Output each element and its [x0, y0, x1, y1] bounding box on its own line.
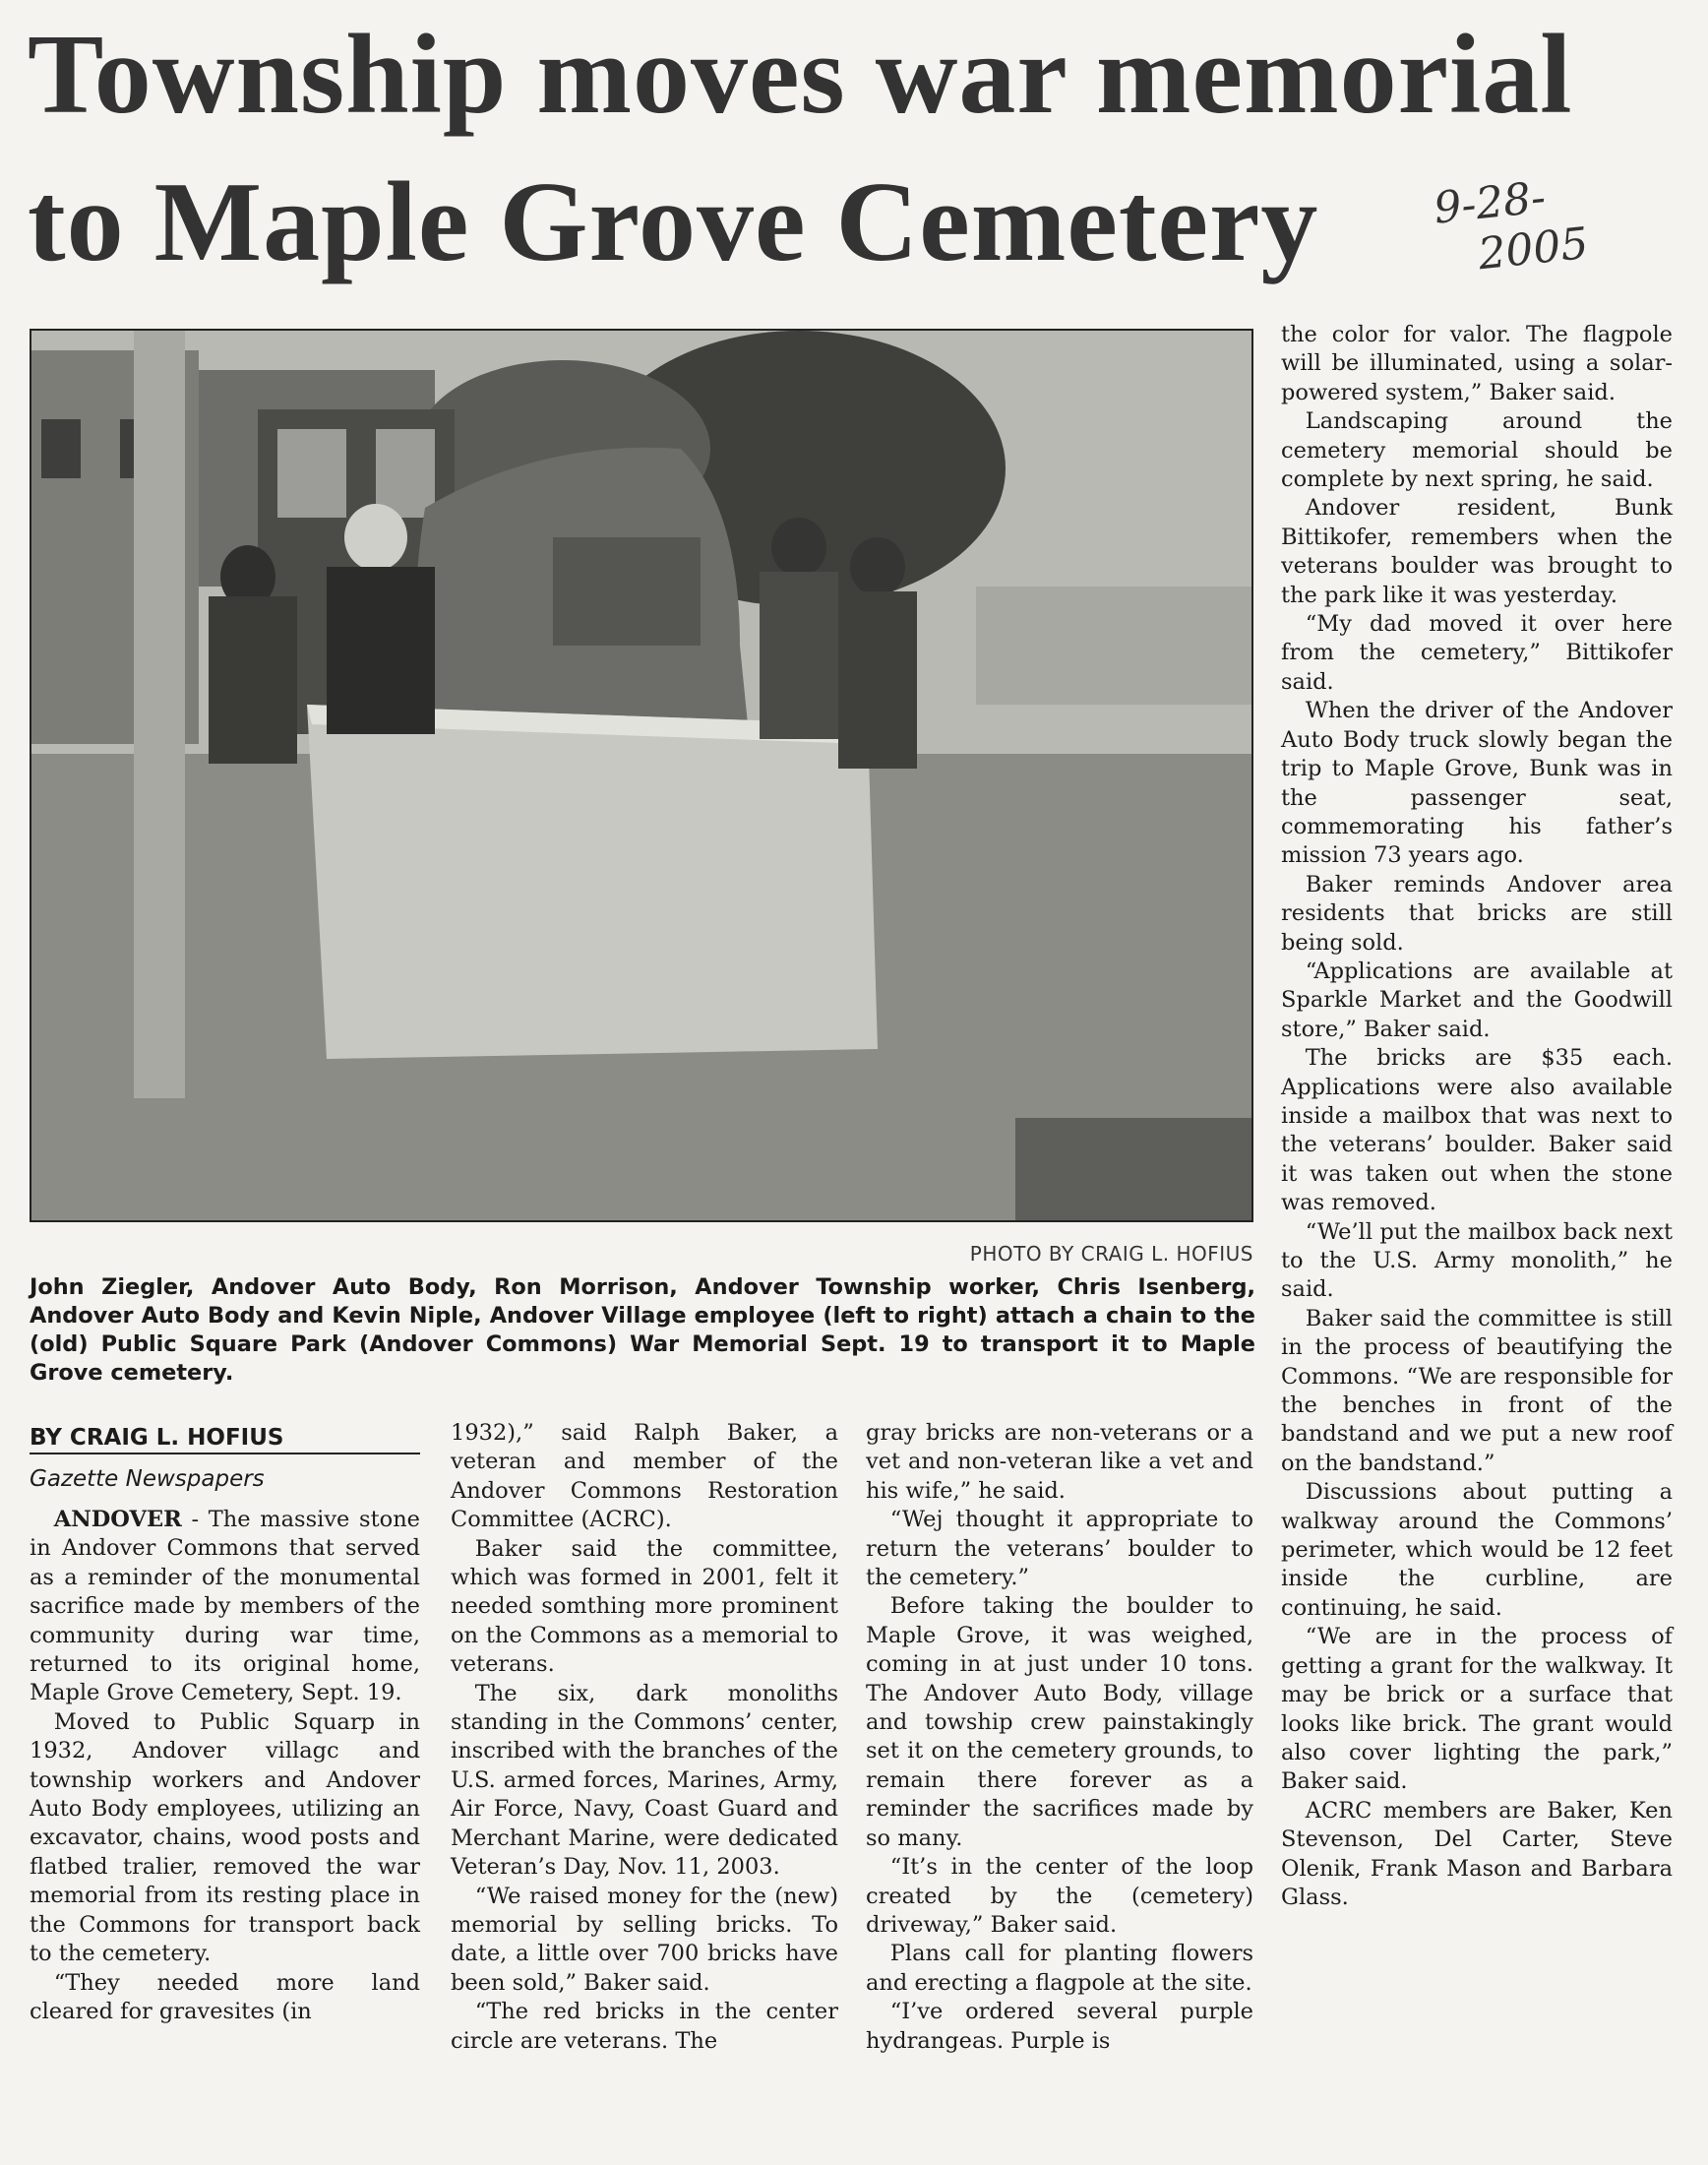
photo-plaque [553, 537, 701, 646]
article-paragraph: “They needed more land cleared for gravesites (in [30, 1969, 420, 2024]
article-paragraph: Landscaping around the cemetery memorial should be complete by next spring, he said. [1281, 408, 1673, 493]
byline-author: BY CRAIG L. HOFIUS [30, 1425, 420, 1454]
article-column-2 [451, 1419, 838, 2056]
article-paragraph: Moved to Public Squarp in 1932, Andover villagc and township workers and Andover Auto Body employees, utilizing an excavator, chains, wood posts and flatbed tralier, removed the war memorial from its resting place in the Commons for transport back to the cemetery. [30, 1708, 420, 1967]
article-paragraph: ACRC members are Baker, Ken Stevenson, Del Carter, Steve Olenik, Frank Mason and Barbara Glass. [1281, 1797, 1673, 1910]
handwritten-date-line-1: 9-28- [1431, 172, 1549, 234]
article-paragraph: “We raised money for the (new) memorial by selling bricks. To date, a little over 700 bricks have been sold,” Baker said. [451, 1883, 838, 1996]
article-paragraph: “My dad moved it over here from the cemetery,” Bittikofer said. [1281, 611, 1673, 695]
photo-worker-2 [344, 504, 407, 571]
article-paragraph: Baker reminds Andover area residents that bricks are still being sold. [1281, 871, 1673, 956]
article-paragraph: 1932),” said Ralph Baker, a veteran and member of the Andover Commons Restoration Committee (ACRC). [451, 1420, 838, 1533]
article-paragraph: “I’ve ordered several purple hydrangeas. Purple is [866, 1999, 1253, 2054]
byline-outlet: Gazette Newspapers [30, 1466, 265, 1492]
article-paragraph: Before taking the boulder to Maple Grove, it was weighed, coming in at just under 10 tons. The Andover Auto Body, village and towship crew painstakingly set it on the cemetery grounds, to remain there forever as a reminder the sacrifices made by so many. [866, 1593, 1253, 1851]
article-column-4 [1281, 321, 1673, 1912]
article-paragraph: “We’ll put the mailbox back next to the U.S. Army monolith,” he said. [1281, 1218, 1673, 1303]
headline-line-1: Township moves war memorial [28, 12, 1573, 138]
article-paragraph: Andover resident, Bunk Bittikofer, remembers when the veterans boulder was brought to the park like it was yesterday. [1281, 495, 1673, 608]
article-paragraph [30, 1506, 420, 1708]
article-paragraph: the color for valor. The flagpole will be illuminated, using a solar-powered system,” Baker said. [1281, 322, 1673, 405]
photo-worker-3 [771, 518, 826, 577]
article-paragraph: “Wej thought it appropriate to return the veterans’ boulder to the cemetery.” [866, 1507, 1253, 1591]
article-paragraph: “It’s in the center of the loop created by the (cemetery) driveway,” Baker said. [866, 1854, 1253, 1938]
article-column-3 [866, 1419, 1253, 2056]
photo-lamp-post [134, 331, 185, 1098]
article-paragraph: The six, dark monoliths standing in the Commons’ center, inscribed with the branches of the U.S. armed forces, Marines, Army, Air Force, Navy, Coast Guard and Merchant Marine, were dedicated Veteran’s Day, Nov. 11, 2003. [451, 1680, 838, 1881]
article-paragraph: Plans call for planting flowers and erecting a flagpole at the site. [866, 1941, 1253, 1996]
article-paragraph: The bricks are $35 each. Applications were also available inside a mailbox that was next to the veterans’ boulder. Baker said it was taken out when the stone was removed. [1281, 1045, 1673, 1216]
photo-illustration [31, 331, 1251, 1220]
article-paragraph: When the driver of the Andover Auto Body truck slowly began the trip to Maple Grove, Bunk was in the passenger seat, commemorating his father’s mission 73 years ago. [1281, 698, 1673, 869]
photo-credit: PHOTO BY CRAIG L. HOFIUS [969, 1242, 1253, 1266]
news-photo [30, 329, 1253, 1222]
article-paragraph: Baker said the committee is still in the process of beautifying the Commons. “We are responsible for the benches in front of the bandstand and we put a new roof on the bandstand.” [1281, 1305, 1673, 1476]
article-paragraph: Baker said the committee, which was formed in 2001, felt it needed somthing more prominent on the Commons as a memorial to veterans. [451, 1535, 838, 1678]
photo-worker-4 [850, 537, 905, 596]
article-column-1 [30, 1506, 420, 2026]
photo-caption: John Ziegler, Andover Auto Body, Ron Morrison, Andover Township worker, Chris Isenberg, Andover Auto Body and Kevin Niple, Andover Village employee (left to right) attach a chain to the (old) Public Square Park (Andover Commons) War Memorial Sept. 19 to transport it to Maple Grove cemetery. [30, 1274, 1255, 1386]
article-lede: - The massive stone in Andover Commons that served as a reminder of the monumental sacrifice made by members of the community during war time, returned to its original home, Maple Grove Cemetery, Sept. 19. [30, 1507, 420, 1706]
handwritten-date-line-2: 2005 [1475, 217, 1591, 279]
article-paragraph: “The red bricks in the center circle are veterans. The [451, 1999, 838, 2054]
article-dateline: ANDOVER [53, 1507, 182, 1532]
handwritten-date [1432, 169, 1591, 284]
article-paragraph: “We are in the process of getting a grant for the walkway. It may be brick or a surface that looks like brick. The grant would also cover lighting the park,” Baker said. [1281, 1624, 1673, 1795]
headline-line-2: to Maple Grove Cemetery [28, 159, 1319, 285]
photo-concrete-base [307, 705, 878, 1059]
article-paragraph: Discussions about putting a walkway around the Commons’ perimeter, which would be 12 feet inside the curbline, are continuing, he said. [1281, 1479, 1673, 1621]
article-paragraph: gray bricks are non-veterans or a vet and non-veteran like a vet and his wife,” he said. [866, 1420, 1253, 1504]
article-paragraph: “Applications are available at Sparkle Market and the Goodwill store,” Baker said. [1281, 958, 1673, 1042]
